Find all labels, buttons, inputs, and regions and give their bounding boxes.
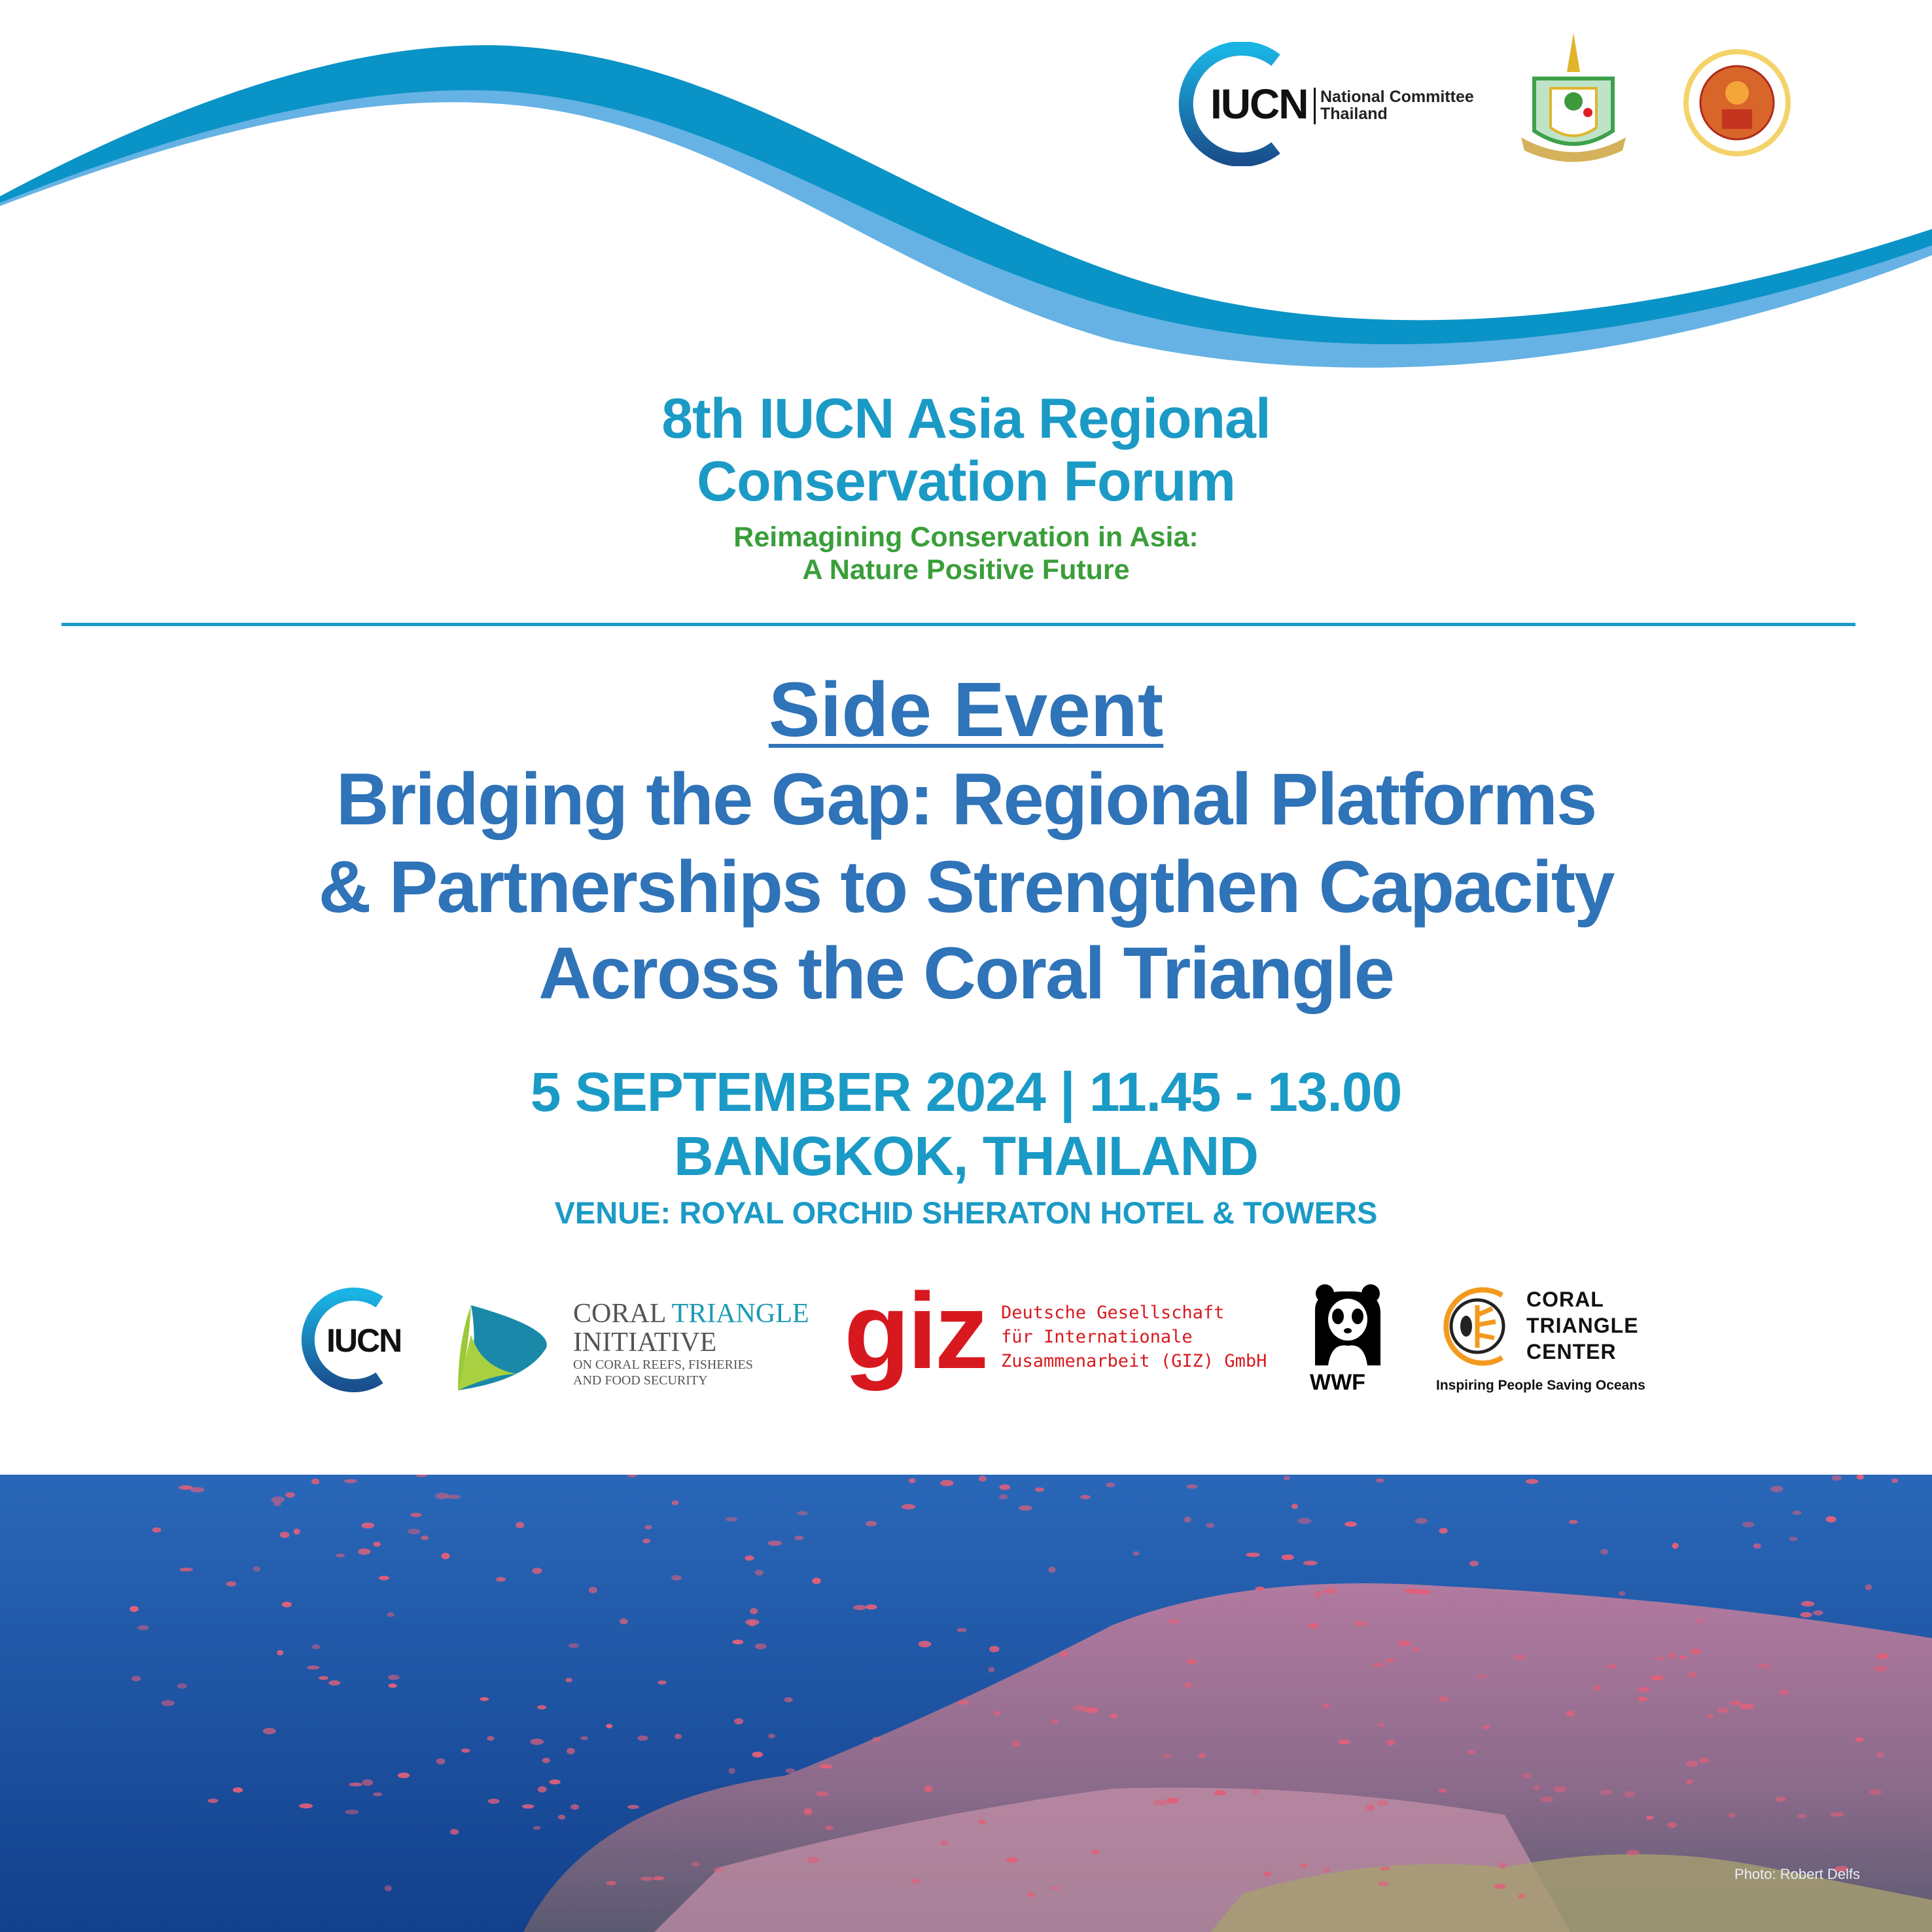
fish	[271, 1496, 285, 1503]
fish	[1672, 1543, 1679, 1549]
fish	[1297, 1518, 1312, 1524]
fish	[797, 1511, 807, 1515]
fish	[1284, 1476, 1290, 1481]
fish	[1256, 1587, 1265, 1590]
event-title-line1: Bridging the Gap: Regional Platforms	[336, 758, 1596, 840]
fish	[1831, 1812, 1844, 1817]
fish	[1314, 1591, 1322, 1598]
fish	[1707, 1714, 1714, 1719]
fish	[569, 1643, 579, 1648]
fish	[533, 1826, 541, 1830]
fish	[606, 1881, 616, 1886]
fish	[1006, 1857, 1018, 1863]
fish	[516, 1522, 524, 1528]
ministry-seal-logo	[1515, 33, 1632, 164]
fish	[745, 1619, 760, 1625]
fish	[542, 1758, 550, 1763]
forum-title-line1: 8th IUCN Asia Regional	[661, 387, 1271, 450]
fish	[496, 1577, 506, 1581]
fish	[1753, 1543, 1761, 1549]
fish	[924, 1785, 933, 1792]
fish	[1398, 1640, 1411, 1646]
fish	[385, 1885, 392, 1891]
fish	[1553, 1786, 1567, 1793]
fish	[606, 1724, 612, 1729]
fish	[1184, 1517, 1191, 1522]
fish	[732, 1640, 743, 1644]
fish	[1048, 1567, 1055, 1573]
fish	[1246, 1553, 1260, 1557]
fish	[812, 1577, 821, 1584]
fish	[537, 1705, 546, 1710]
fish	[1776, 1797, 1785, 1802]
iucn-logo	[298, 1288, 409, 1392]
fish	[1865, 1584, 1872, 1590]
fish	[1377, 1881, 1388, 1886]
fish	[1084, 1707, 1098, 1713]
fish	[1110, 1713, 1117, 1719]
fish	[299, 1804, 313, 1809]
fish	[1875, 1653, 1889, 1659]
fish	[641, 1876, 653, 1880]
giz-line1: Deutsche Gesellschaft	[1001, 1303, 1225, 1323]
fish	[1377, 1800, 1389, 1806]
fish	[1686, 1761, 1698, 1767]
fish	[1607, 1664, 1617, 1668]
giz-mark: giz	[844, 1271, 987, 1391]
fish	[1308, 1623, 1318, 1628]
iucn-mark: IUCN	[1210, 80, 1308, 128]
fish	[755, 1570, 764, 1575]
event-title-line3: Across the Coral Triangle	[538, 932, 1394, 1014]
fish	[902, 1504, 916, 1509]
fish	[1680, 1655, 1687, 1659]
fish	[487, 1736, 494, 1741]
fish	[785, 1768, 795, 1773]
fish	[190, 1487, 205, 1492]
fish	[558, 1815, 566, 1819]
fish	[233, 1787, 243, 1793]
fish	[1740, 1704, 1754, 1710]
fish	[435, 1493, 449, 1500]
fish	[263, 1728, 276, 1734]
fish	[826, 1825, 834, 1830]
cti-logo-text	[573, 1299, 809, 1388]
coral-reef-photo	[0, 1475, 1932, 1932]
fish	[958, 1700, 970, 1704]
fish	[1372, 1662, 1384, 1667]
fish	[713, 1867, 723, 1873]
fish	[1689, 1672, 1697, 1677]
ctc-line2: TRIANGLE	[1526, 1314, 1639, 1337]
fish	[1667, 1822, 1677, 1828]
fish	[208, 1799, 219, 1803]
fish	[1638, 1687, 1651, 1692]
fish	[580, 1736, 588, 1740]
fish	[1467, 1750, 1475, 1755]
ctc-tagline: Inspiring People Saving Oceans	[1436, 1378, 1645, 1393]
fish	[993, 1711, 1000, 1715]
fish	[1891, 1479, 1898, 1483]
fish	[461, 1748, 470, 1752]
fish	[226, 1581, 236, 1587]
fish	[866, 1520, 877, 1526]
fish	[349, 1782, 362, 1786]
fish	[1027, 1892, 1034, 1897]
iucn-nc-line1: National Committee	[1320, 88, 1474, 106]
fish	[1801, 1601, 1815, 1607]
fish	[1483, 1725, 1490, 1729]
fish	[522, 1804, 534, 1809]
fish	[1624, 1791, 1635, 1797]
fish	[1186, 1484, 1197, 1489]
fish	[589, 1587, 597, 1594]
fish	[1378, 1723, 1385, 1727]
fish	[1380, 1867, 1390, 1871]
fish	[532, 1568, 542, 1574]
fish	[294, 1528, 300, 1534]
fish	[1594, 1685, 1602, 1691]
fish	[488, 1799, 500, 1804]
fish	[1386, 1659, 1395, 1662]
fish	[768, 1734, 775, 1738]
fish	[1855, 1737, 1863, 1742]
fish	[567, 1748, 575, 1754]
fish	[803, 1809, 812, 1816]
ctc-line3: CENTER	[1526, 1340, 1617, 1363]
fish	[421, 1536, 429, 1540]
giz-line2: für Internationale	[1001, 1327, 1193, 1347]
fish	[1717, 1708, 1728, 1713]
fish	[909, 1478, 915, 1483]
fish	[361, 1522, 374, 1528]
fish	[989, 1646, 1000, 1653]
fish	[1646, 1816, 1653, 1819]
fish	[675, 1734, 682, 1740]
fish	[1534, 1785, 1540, 1791]
cti-word-coral: CORAL	[573, 1299, 665, 1329]
fish	[658, 1681, 667, 1685]
cti-line3: ON CORAL REEFS, FISHERIES	[573, 1358, 753, 1372]
fish	[387, 1612, 394, 1617]
photo-credit: Photo: Robert Delfs	[1734, 1866, 1860, 1882]
fish	[941, 1840, 948, 1846]
fish	[362, 1780, 373, 1786]
fish	[379, 1575, 389, 1580]
fish	[752, 1751, 763, 1757]
fish	[957, 1628, 967, 1632]
fish	[1133, 1551, 1140, 1556]
fish	[282, 1602, 292, 1607]
fish	[671, 1575, 682, 1581]
fish	[1060, 1651, 1067, 1657]
fish	[1386, 1740, 1395, 1746]
fish	[277, 1650, 283, 1655]
fish	[866, 1604, 877, 1609]
iucn-nc-line2: Thailand	[1320, 105, 1388, 123]
fish	[388, 1683, 396, 1688]
fish	[565, 1678, 572, 1683]
iucn-national-committee-logo	[1178, 42, 1479, 166]
ctc-text	[1526, 1286, 1639, 1365]
fish	[1651, 1675, 1664, 1680]
fish	[253, 1566, 260, 1572]
fish	[1541, 1797, 1554, 1802]
fish	[480, 1697, 489, 1701]
coral-triangle-center-icon	[1437, 1286, 1519, 1367]
fish	[177, 1683, 187, 1689]
fish	[1439, 1789, 1447, 1793]
fish	[1729, 1700, 1742, 1705]
fish	[1518, 1893, 1525, 1899]
fish	[1686, 1779, 1693, 1783]
fish	[1013, 1740, 1021, 1747]
iucn-logo-text: IUCN	[326, 1322, 402, 1359]
fish	[784, 1697, 792, 1702]
fish	[1354, 1621, 1367, 1626]
fish	[280, 1532, 290, 1538]
fish	[1184, 1683, 1191, 1688]
fish	[872, 1737, 881, 1742]
fish	[1439, 1528, 1448, 1534]
fish	[1035, 1487, 1045, 1492]
fish	[940, 1480, 953, 1486]
fish	[1619, 1591, 1625, 1596]
fish	[750, 1608, 758, 1615]
fish	[307, 1666, 319, 1670]
fish	[1300, 1863, 1307, 1868]
fish	[1198, 1753, 1205, 1757]
fish	[1322, 1704, 1330, 1708]
fish	[1526, 1479, 1538, 1484]
fish	[1252, 1788, 1259, 1794]
giz-line3: Zusammenarbeit (GIZ) GmbH	[1001, 1351, 1267, 1371]
fish	[726, 1517, 737, 1522]
header-wave-decoration	[0, 0, 1932, 379]
fish	[1668, 1652, 1675, 1658]
fish	[1499, 1863, 1506, 1869]
fish	[1797, 1814, 1807, 1818]
fish	[374, 1541, 381, 1547]
event-title-line2: & Partnerships to Strengthen Capacity	[318, 846, 1614, 928]
fish	[571, 1804, 579, 1810]
fish	[1813, 1610, 1823, 1615]
fish	[1522, 1773, 1531, 1778]
fish	[1366, 1804, 1374, 1811]
fish	[1168, 1619, 1180, 1623]
fish	[816, 1791, 828, 1797]
fish	[807, 1857, 819, 1863]
event-location: BANGKOK, THAILAND	[674, 1125, 1258, 1187]
fish	[1051, 1886, 1059, 1890]
fish	[1281, 1554, 1293, 1560]
fish	[1206, 1522, 1214, 1528]
fish	[549, 1780, 561, 1785]
fish	[1832, 1475, 1842, 1481]
fish	[311, 1479, 319, 1484]
fish	[767, 1541, 782, 1546]
fish	[1214, 1790, 1226, 1795]
cti-initiative: INITIATIVE	[573, 1327, 717, 1358]
fish	[398, 1772, 410, 1778]
fish	[285, 1492, 295, 1498]
fish	[919, 1641, 932, 1647]
fish	[672, 1500, 679, 1505]
fish	[999, 1484, 1010, 1490]
fish	[530, 1738, 544, 1745]
fish	[152, 1527, 162, 1532]
fish	[1569, 1520, 1578, 1524]
side-event-label	[0, 667, 1932, 752]
fish	[1167, 1798, 1178, 1804]
fish	[1322, 1867, 1330, 1873]
fish	[692, 1862, 699, 1867]
fish	[162, 1700, 175, 1706]
fish	[745, 1555, 754, 1560]
fish	[644, 1525, 652, 1530]
fish	[642, 1539, 650, 1543]
fish	[1876, 1752, 1884, 1758]
fish	[1344, 1522, 1357, 1527]
fish	[1789, 1537, 1798, 1541]
fish	[637, 1736, 648, 1741]
fish	[410, 1513, 421, 1517]
forum-title-line2: Conservation Forum	[697, 450, 1235, 513]
fish	[450, 1829, 459, 1835]
fish	[999, 1494, 1008, 1500]
wwf-panda-icon	[1308, 1284, 1387, 1369]
wwf-text: WWF	[1310, 1370, 1365, 1395]
fish	[1338, 1740, 1350, 1744]
fish	[1800, 1612, 1812, 1617]
side-event-label-text: Side Event	[768, 667, 1164, 753]
fish	[1303, 1560, 1318, 1565]
fish	[911, 1878, 919, 1884]
event-venue: VENUE: ROYAL ORCHID SHERATON HOTEL & TOWERS	[554, 1195, 1378, 1230]
fish	[344, 1479, 357, 1483]
fish	[1438, 1696, 1449, 1702]
fish	[853, 1605, 866, 1610]
fish	[978, 1820, 986, 1824]
fish	[979, 1475, 987, 1481]
fish	[1376, 1478, 1384, 1482]
fish	[1869, 1789, 1882, 1795]
fish	[1264, 1871, 1271, 1877]
fish	[1691, 1649, 1701, 1655]
fish	[1324, 1588, 1337, 1594]
coral-triangle-initiative-sail-icon	[455, 1302, 553, 1394]
fish	[328, 1680, 340, 1685]
fish	[1494, 1884, 1505, 1889]
fish	[1637, 1697, 1647, 1702]
fish	[1051, 1719, 1059, 1724]
fish	[130, 1606, 139, 1612]
fish	[1477, 1674, 1487, 1678]
fish	[1729, 1813, 1736, 1818]
fish	[1513, 1654, 1525, 1660]
fish	[441, 1553, 449, 1559]
fish	[1742, 1522, 1755, 1528]
fish	[820, 1764, 832, 1768]
fish	[1019, 1505, 1032, 1511]
fish	[728, 1768, 735, 1774]
fish	[345, 1810, 359, 1814]
fish	[336, 1553, 345, 1557]
fish	[1080, 1495, 1091, 1500]
fish	[1091, 1850, 1099, 1855]
fish	[1826, 1516, 1836, 1522]
fish	[388, 1675, 400, 1680]
fish	[1757, 1664, 1770, 1669]
fish	[1566, 1710, 1575, 1716]
fish	[1405, 1589, 1419, 1594]
fish	[1161, 1753, 1172, 1757]
fish	[1600, 1789, 1612, 1795]
fish	[436, 1759, 446, 1765]
fish	[1770, 1486, 1783, 1492]
fish	[1469, 1560, 1479, 1566]
fish	[1874, 1666, 1887, 1671]
forum-tagline-line2: A Nature Positive Future	[802, 554, 1130, 586]
fish	[137, 1625, 149, 1630]
fish	[447, 1495, 461, 1500]
fish	[1187, 1659, 1197, 1664]
fish	[1415, 1518, 1428, 1524]
cti-line4: AND FOOD SECURITY	[573, 1373, 708, 1388]
fish	[1626, 1850, 1640, 1855]
fish	[1792, 1511, 1801, 1515]
giz-text	[1001, 1301, 1267, 1373]
cti-word-triangle: TRIANGLE	[671, 1299, 809, 1329]
fish	[755, 1643, 767, 1649]
fish	[627, 1805, 639, 1809]
fish	[1600, 1549, 1608, 1554]
department-national-parks-seal-logo	[1681, 47, 1793, 158]
ctc-line1: CORAL	[1526, 1288, 1604, 1311]
fish	[620, 1619, 628, 1625]
fish	[538, 1786, 547, 1793]
divider	[61, 623, 1855, 626]
event-date-time: 5 SEPTEMBER 2024 | 11.45 - 13.00	[530, 1061, 1402, 1123]
fish	[319, 1676, 328, 1680]
fish	[1696, 1619, 1704, 1623]
fish	[1655, 1657, 1665, 1660]
fish	[988, 1667, 994, 1672]
fish	[132, 1676, 141, 1681]
fish	[653, 1876, 664, 1880]
fish	[1700, 1757, 1709, 1763]
fish	[1106, 1483, 1115, 1487]
fish	[373, 1793, 382, 1797]
fish	[358, 1549, 370, 1555]
fish	[179, 1568, 193, 1572]
fish	[1778, 1689, 1789, 1695]
fish	[794, 1536, 803, 1540]
fish	[312, 1644, 321, 1649]
fish	[1153, 1799, 1168, 1806]
forum-tagline-line1: Reimagining Conservation in Asia:	[733, 521, 1199, 553]
fish	[1411, 1647, 1420, 1652]
fish	[408, 1529, 421, 1535]
fish	[1291, 1503, 1298, 1509]
fish	[734, 1718, 743, 1724]
